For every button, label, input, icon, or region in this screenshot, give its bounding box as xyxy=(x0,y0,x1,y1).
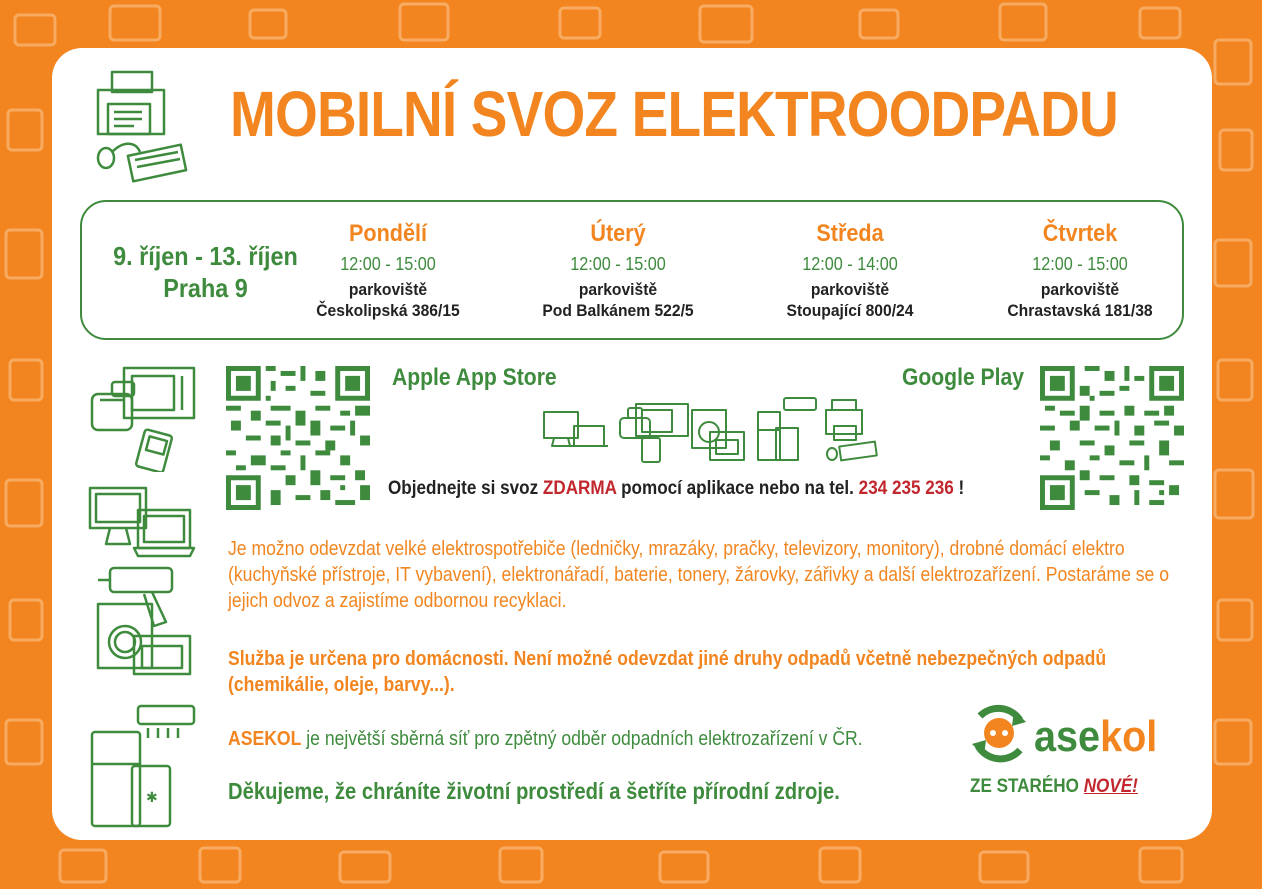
computer-monitor-icon xyxy=(86,484,196,562)
day-place xyxy=(278,279,499,321)
day-place xyxy=(970,279,1191,321)
day-name: Úterý xyxy=(590,220,646,247)
place-address: Českolipská 386/15 xyxy=(316,301,460,320)
svg-text:✱: ✱ xyxy=(146,789,158,805)
place-label: parkoviště xyxy=(810,280,890,299)
order-prefix: Objednejte si svoz xyxy=(388,478,543,499)
day-place xyxy=(740,279,961,321)
city-district: Praha 9 xyxy=(163,273,248,303)
day-time: 12:00 - 15:00 xyxy=(570,254,666,274)
day-wednesday xyxy=(730,220,970,321)
asekol-logo-icon xyxy=(968,702,1030,764)
day-name: Pondělí xyxy=(348,220,427,247)
slogan-part-a: ZE STARÉHO xyxy=(970,776,1084,797)
order-suffix: ! xyxy=(953,478,965,499)
thanks-text: Děkujeme, že chráníte životní prostředí a šetříte přírodní zdroje. xyxy=(228,778,840,804)
appliances-illustration xyxy=(540,396,880,468)
day-time: 12:00 - 15:00 xyxy=(1032,254,1128,274)
printer-icon xyxy=(90,68,190,186)
place-label: parkoviště xyxy=(578,280,658,299)
order-call-to-action xyxy=(388,478,964,500)
place-address: Stoupající 800/24 xyxy=(786,301,914,320)
households-notice: Služba je určena pro domácnosti. Není možné odevzdat jiné druhy odpadů včetně nebezpečných odpadů (chemikálie, oleje, barvy...). xyxy=(228,648,1107,696)
accepted-items-text: Je možno odevzdat velké elektrospotřebiče (ledničky, mrazáky, pračky, televizory, monitory), drobné domácí elektro (kuchyňské přístroje, IT vybavení), elektronářadí, baterie, tonery, žárovky, zářivky a další elektrozařízení. Postaráme se o jejich odvoz a zajistíme odbornou recyklaci. xyxy=(228,538,1170,612)
drill-washer-icon xyxy=(94,564,194,676)
day-tuesday xyxy=(498,220,738,321)
place-address: Pod Balkánem 522/5 xyxy=(542,301,694,320)
asekol-name: ASEKOL xyxy=(228,728,302,750)
slogan-part-b: NOVÉ! xyxy=(1083,776,1138,797)
day-thursday xyxy=(960,220,1200,321)
place-label: parkoviště xyxy=(1040,280,1120,299)
phone-number[interactable]: 234 235 236 xyxy=(858,478,954,499)
day-time: 12:00 - 14:00 xyxy=(802,254,898,274)
date-range: 9. říjen - 13. říjen xyxy=(113,241,298,271)
qr-code-apple[interactable] xyxy=(226,366,370,510)
apple-store-label[interactable]: Apple App Store xyxy=(392,364,557,391)
microwave-toaster-icon xyxy=(88,360,198,472)
day-place xyxy=(508,279,729,321)
order-free: ZDARMA xyxy=(542,478,617,499)
day-name: Středa xyxy=(816,220,884,247)
wordmark-part-a: ase xyxy=(1034,712,1101,761)
asekol-slogan xyxy=(970,776,1138,798)
place-address: Chrastavská 181/38 xyxy=(1007,301,1153,320)
qr-code-google[interactable] xyxy=(1040,366,1184,510)
page-title: MOBILNÍ SVOZ ELEKTROODPADU xyxy=(230,78,1118,150)
day-name: Čtvrtek xyxy=(1042,220,1118,247)
wordmark-part-b: kol xyxy=(1100,712,1158,761)
google-play-label[interactable]: Google Play xyxy=(901,364,1024,391)
day-time: 12:00 - 15:00 xyxy=(340,254,436,274)
asekol-wordmark xyxy=(1034,712,1157,762)
fridge-aircon-icon xyxy=(88,702,198,832)
order-middle: pomocí aplikace nebo na tel. xyxy=(616,478,859,499)
place-label: parkoviště xyxy=(348,280,428,299)
asekol-description: je největší sběrná síť pro zpětný odběr odpadních elektrozařízení v ČR. xyxy=(301,728,863,750)
day-monday xyxy=(268,220,508,321)
